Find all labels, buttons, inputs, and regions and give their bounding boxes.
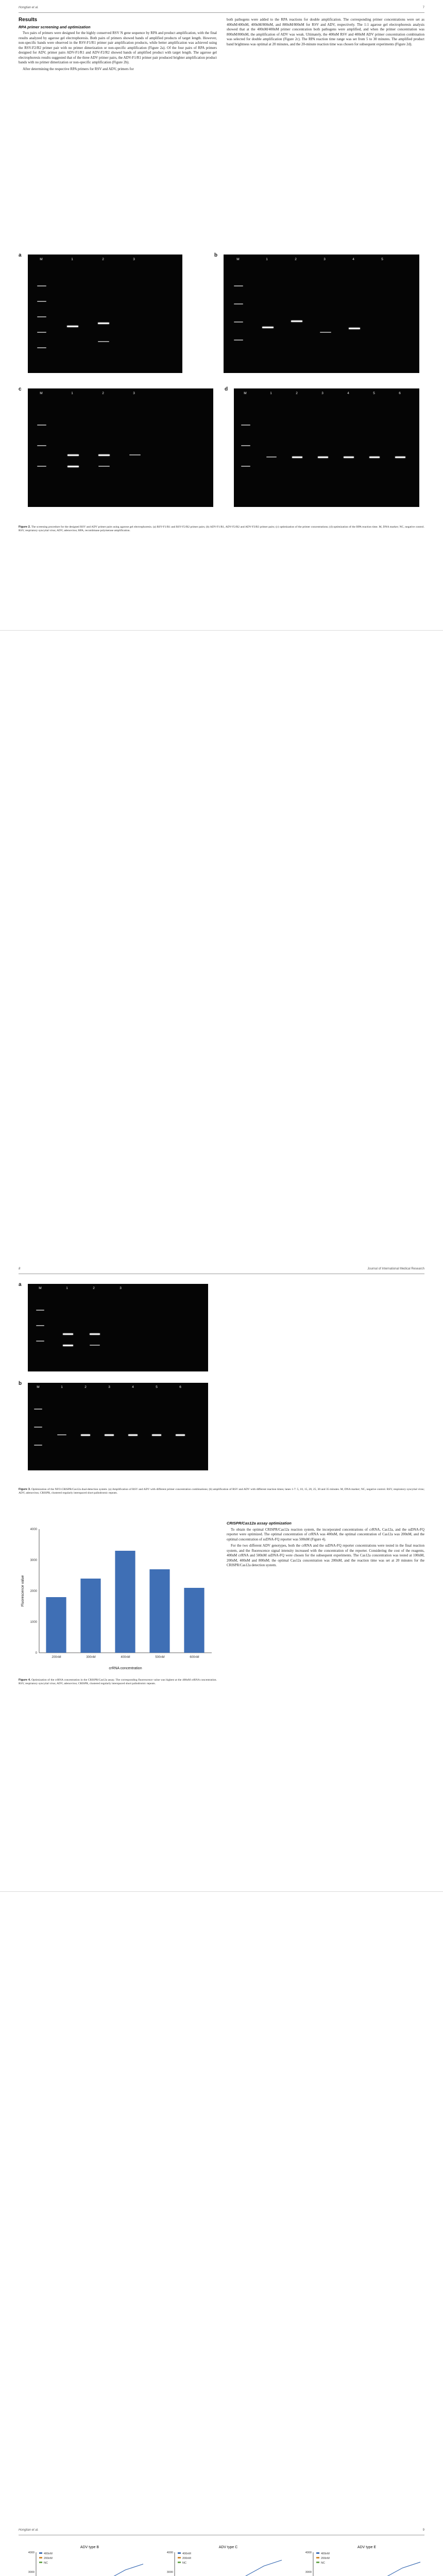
legend-swatch bbox=[178, 2552, 181, 2554]
lane-label: 1 bbox=[266, 258, 268, 261]
y-axis-title: Fluorescence value bbox=[21, 1575, 25, 1607]
lane-label: 3 bbox=[120, 1286, 122, 1290]
section-heading: Results bbox=[19, 18, 38, 23]
adv-e-line-chart bbox=[296, 2543, 424, 2576]
lane-label: 1 bbox=[71, 258, 73, 261]
legend-swatch bbox=[178, 2557, 181, 2558]
header-rule bbox=[19, 12, 424, 13]
lane-label: 3 bbox=[133, 258, 135, 261]
gel-image bbox=[28, 255, 182, 373]
y-tick-label: 4000 bbox=[28, 2551, 35, 2554]
y-tick-label: 2000 bbox=[30, 1590, 37, 1593]
lane-label: 2 bbox=[296, 392, 298, 395]
caption-text: Optimization of the crRNA concentration in the CRISPR/Cas12a assay. The corresponding fluorescence value was highest at the 400nM crRNA concentration. RSV, respiratory syncytial virus; ADV, adenovirus; CRISPR, clustered regularly interspaced short palindromic repeats. bbox=[19, 1679, 217, 1686]
lane-label: 6 bbox=[399, 392, 401, 395]
paragraph: To obtain the optimal CRISPR/Cas12a reaction system, the incorporated concentrations of crRNA, Cas12a, and the ssDNA-FQ reporter were optimized. The optimal concentration of crRNA was 400nM, the optimal concentration of Cas12a was 200nM, and the optimal concentration of ssDNA-FQ reporter was 500nM (Figure 4). bbox=[227, 1527, 424, 1541]
legend-swatch bbox=[39, 2557, 42, 2558]
caption-label: Figure 3. bbox=[19, 1488, 31, 1491]
figure-caption bbox=[19, 526, 424, 533]
page-7 bbox=[0, 0, 443, 631]
lane-label: 1 bbox=[66, 1286, 68, 1290]
adv-c-line-chart bbox=[157, 2543, 286, 2576]
subsection-heading: RPA primer screening and optimization bbox=[19, 24, 91, 29]
chart-title: ADV type B bbox=[80, 2546, 99, 2549]
lane-label: 1 bbox=[71, 392, 73, 395]
right-column bbox=[227, 18, 424, 244]
lane-label: 4 bbox=[347, 392, 349, 395]
legend-swatch bbox=[39, 2562, 42, 2563]
lane-label: 3 bbox=[133, 392, 135, 395]
lane-label: 5 bbox=[381, 258, 383, 261]
series-line bbox=[36, 2564, 143, 2576]
legend-label: NC bbox=[182, 2562, 186, 2565]
page-header bbox=[19, 6, 424, 12]
running-author: Hongtian et al. bbox=[19, 6, 39, 9]
series-line bbox=[175, 2560, 282, 2576]
lane-label: M bbox=[244, 392, 247, 395]
lane-label: 2 bbox=[102, 258, 104, 261]
page-number: 7 bbox=[422, 6, 424, 9]
y-tick-label: 1000 bbox=[30, 1621, 37, 1624]
legend-swatch bbox=[316, 2557, 319, 2558]
legend-swatch bbox=[316, 2562, 319, 2563]
y-tick-label: 3000 bbox=[30, 1559, 37, 1562]
caption-text: The screening procedure for the designed RSV and ADV primer pairs using agarose gel electrophoresis. (a) RSV-F1/R1 and RSV-F2/R2 primer pairs; (b) ADV-F1/R1, ADV-F2/R2 and ADV-F3/R3 primer pairs; (c) optimization of the primer concentrations; (d) optimization of the RPA reaction time. M, DNA marker; NC, negative control. RSV, respiratory syncytial virus; ADV, adenovirus; RPA, recombinase polymerase amplification. bbox=[19, 526, 424, 533]
series-line bbox=[313, 2562, 420, 2576]
lane-label: M bbox=[39, 1286, 42, 1290]
legend-label: 200nM bbox=[44, 2557, 53, 2560]
gel-image bbox=[28, 1383, 208, 1470]
caption-label: Figure 4. bbox=[19, 1679, 31, 1682]
page-number: 8 bbox=[19, 1267, 21, 1270]
legend-label: 200nM bbox=[182, 2557, 191, 2560]
y-tick-label: 4000 bbox=[30, 1528, 37, 1531]
x-tick-label: 600nM bbox=[190, 1656, 199, 1659]
paragraph: After determining the respective RPA primers for RSV and ADV, primers for bbox=[23, 66, 134, 71]
bar bbox=[149, 1569, 169, 1653]
gel-image bbox=[28, 388, 213, 507]
lane-label: 2 bbox=[102, 392, 104, 395]
legend-label: NC bbox=[44, 2562, 48, 2565]
paragraph: both pathogens were added to the RPA reactions for double amplification. The corresponding primer concentrations were set as 400nM/400nM, 400nM/800nM, and 800nM/800nM for RSV and ADV, respectively. The 1:1 agarose gel electrophoresis analysis showed that at the 400nM/400nM primer concentration both pathogens were amplified, and when the primer concentration was 800nM/800nM, the amplification of ADV was weak. Ultimately, the 400nM RSV and 400nM ADV primer concentration combination was selected for double amplification (Figure 2c). The RPA reaction time range was set from 5 to 30 minutes. The amplified product band brightness was optimal at 20 minutes, and the 20-minute reaction time was chosen for subsequent experiments (Figure 2d). bbox=[227, 18, 424, 46]
journal-title: Journal of International Medical Research bbox=[367, 1267, 424, 1270]
running-author: Hongtian et al. bbox=[19, 2529, 39, 2532]
lane-label: 2 bbox=[295, 258, 297, 261]
page-8 bbox=[0, 1261, 443, 1892]
chart-title: ADV type C bbox=[218, 2546, 238, 2549]
bar bbox=[80, 1579, 100, 1653]
gel-image bbox=[28, 1284, 208, 1371]
page-header bbox=[19, 1267, 424, 1274]
lane-label: 4 bbox=[132, 1385, 134, 1389]
figure-caption bbox=[19, 1679, 217, 1686]
legend-swatch bbox=[178, 2562, 181, 2563]
figure-caption bbox=[19, 1488, 424, 1496]
lane-label: 1 bbox=[270, 392, 272, 395]
page-number: 9 bbox=[422, 2529, 424, 2532]
caption-label: Figure 2. bbox=[19, 526, 31, 529]
legend-swatch bbox=[316, 2552, 319, 2554]
lane-label: 5 bbox=[373, 392, 375, 395]
lane-label: 3 bbox=[321, 392, 323, 395]
lane-label: M bbox=[37, 1385, 40, 1389]
lane-label: 4 bbox=[352, 258, 354, 261]
figure-3 bbox=[19, 1282, 424, 1483]
lane-label: 5 bbox=[156, 1385, 158, 1389]
left-column bbox=[19, 18, 217, 244]
page-9 bbox=[0, 2522, 443, 2576]
x-tick-label: 300nM bbox=[86, 1656, 96, 1659]
x-tick-label: 500nM bbox=[155, 1656, 165, 1659]
panel-label: b bbox=[214, 252, 218, 258]
bar bbox=[115, 1551, 135, 1653]
x-axis-title: crRNA concentration bbox=[109, 1667, 142, 1670]
figure-2 bbox=[19, 252, 424, 520]
legend-label: 200nM bbox=[321, 2557, 330, 2560]
lane-label: M bbox=[40, 258, 43, 261]
right-column bbox=[227, 1519, 424, 1828]
lane-label: 6 bbox=[179, 1385, 181, 1389]
legend-label: 400nM bbox=[321, 2552, 330, 2555]
y-tick-label: 3000 bbox=[305, 2571, 312, 2574]
legend-label: NC bbox=[321, 2562, 325, 2565]
x-tick-label: 400nM bbox=[121, 1656, 130, 1659]
adv-b-line-chart bbox=[19, 2543, 147, 2576]
x-tick-label: 200nM bbox=[52, 1656, 61, 1659]
chart-title: ADV type E bbox=[357, 2546, 377, 2549]
lane-label: 2 bbox=[93, 1286, 95, 1290]
gel-image bbox=[224, 255, 419, 373]
y-tick-label: 0 bbox=[35, 1652, 37, 1655]
lane-label: M bbox=[40, 392, 43, 395]
bar bbox=[184, 1588, 204, 1653]
panel-label: a bbox=[19, 252, 22, 258]
legend-label: 400nM bbox=[182, 2552, 191, 2555]
lane-label: 3 bbox=[323, 258, 326, 261]
bar bbox=[46, 1597, 66, 1653]
panel-label: d bbox=[225, 386, 228, 392]
panel-label: c bbox=[19, 386, 22, 392]
lane-label: M bbox=[236, 258, 240, 261]
paragraph: For the two different ADV genotypes, both the crRNA and the ssDNA-FQ reporter concentrations were tested in the final reaction system, and the fluorescence signal intensity increased with the concentration of the reporter. Considering the cost of the reagents, 400nM crRNA and 500nM ssDNA-FQ were chosen for the subsequent experiments. The Cas12a concentration was tested at 100nM, 200nM, 400nM and 800nM; the optimal Cas12a concentration was 200nM, and the reaction time was set at 20 minutes for the CRISPR/Cas12a detection system. bbox=[227, 1544, 424, 1567]
lane-label: 1 bbox=[61, 1385, 63, 1389]
page-header bbox=[19, 2529, 424, 2535]
crrna-bar-chart bbox=[19, 1519, 217, 1673]
y-tick-label: 3000 bbox=[166, 2571, 173, 2574]
y-tick-label: 3000 bbox=[28, 2571, 35, 2574]
y-tick-label: 4000 bbox=[305, 2551, 312, 2554]
caption-text: Optimization of the NFO-CRISPR/Cas12a dual-detection system. (a) Amplification of RSV and ADV with different primer concentration combinations; (b) amplification of RSV and ADV with different reaction times; lanes 1-7: 5, 10, 15, 20, 25, 30 and 35 minutes. M, DNA marker; NC, negative control. RSV, respiratory syncytial virus; ADV, adenovirus; CRISPR, clustered regularly interspaced short palindromic repeats. bbox=[19, 1488, 425, 1495]
paragraph: Two pairs of primers were designed for the highly conserved RSV N gene sequence by RPA and product amplification, with the final results analyzed by agarose gel electrophoresis. Both pairs of primers showed bands of amplified products of target length. However, non-specific bands were observed in the RSV-F1/R1 primer pair amplification products, while better amplification was achieved using the RSV-F2/R2 primer pair with no primer dimerization or non-specific amplification (Figure 2a). Of the four pairs of RPA primers designed for ADV, primer pairs ADV-F1/R1 and ADV-F2/R2 showed bands of amplified product with target length. The agarose gel electrophoresis results suggested that of the three ADV primer pairs, the ADV-F1/R1 primer pair produced brighter amplification product bands with no primer dimerization or non-specific amplification (Figure 2b). bbox=[19, 31, 217, 64]
lane-label: 3 bbox=[108, 1385, 110, 1389]
panel-label: b bbox=[19, 1381, 22, 1386]
legend-swatch bbox=[39, 2552, 42, 2554]
gel-image bbox=[234, 388, 419, 507]
lane-label: 2 bbox=[84, 1385, 87, 1389]
subsection-heading: CRISPR/Cas12a assay optimization bbox=[227, 1521, 292, 1526]
panel-label: a bbox=[19, 1282, 22, 1287]
y-tick-label: 4000 bbox=[166, 2551, 173, 2554]
legend-label: 400nM bbox=[44, 2552, 53, 2555]
